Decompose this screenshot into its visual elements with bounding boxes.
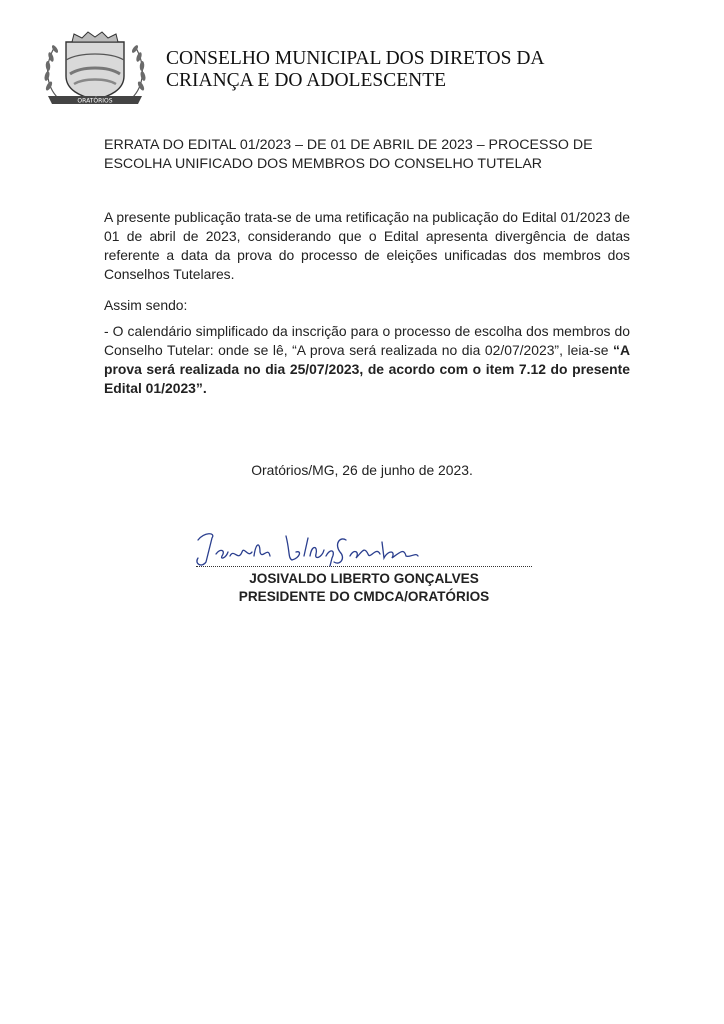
body-paragraph-calendar-correction [104,322,630,398]
errata-heading [104,136,624,174]
organization-title-line-2: CRIANÇA E DO ADOLESCENTE [166,70,447,91]
organization-title-line-1: CONSELHO MUNICIPAL DOS DIRETOS DA [166,48,545,69]
errata-heading-line-1: ERRATA DO EDITAL 01/2023 – DE 01 DE ABRIL DE 2023 – PROCESSO DE [104,137,593,153]
logo-ribbon-text: ORATÓRIOS [77,97,113,105]
correction-bold-text: “A prova será realizada no dia 25/07/2023, de acordo com o item 7.12 do presente Edital 01/2023”. [104,342,630,396]
body-paragraph-retification: A presente publicação trata-se de uma retificação na publicação do Edital 01/2023 de 01 de abril de 2023, considerando que o Edital apresenta divergência de datas referente a data da prova do processo de eleições unificadas dos membros dos Conselhos Tutelares. [104,209,630,282]
correction-text: - O calendário simplificado da inscrição para o processo de escolha dos membros do Conselho Tutelar: onde se lê, “A prova será realizada no dia 02/07/2023”, leia-se [104,323,630,358]
organization-title [166,48,686,92]
letterhead [40,30,700,110]
signature-line [196,566,532,567]
handwritten-signature [190,522,440,570]
signer-name: JOSIVALDO LIBERTO GONÇALVES [249,571,479,586]
body-paragraph-assim-sendo: Assim sendo: [104,297,188,313]
errata-heading-line-2: ESCOLHA UNIFICADO DOS MEMBROS DO CONSELHO TUTELAR [104,156,543,172]
place-and-date: Oratórios/MG, 26 de junho de 2023. [251,462,473,478]
signer-role: PRESIDENTE DO CMDCA/ORATÓRIOS [238,589,490,604]
signer-block [196,570,532,606]
municipal-coat-of-arms-logo [40,30,150,108]
